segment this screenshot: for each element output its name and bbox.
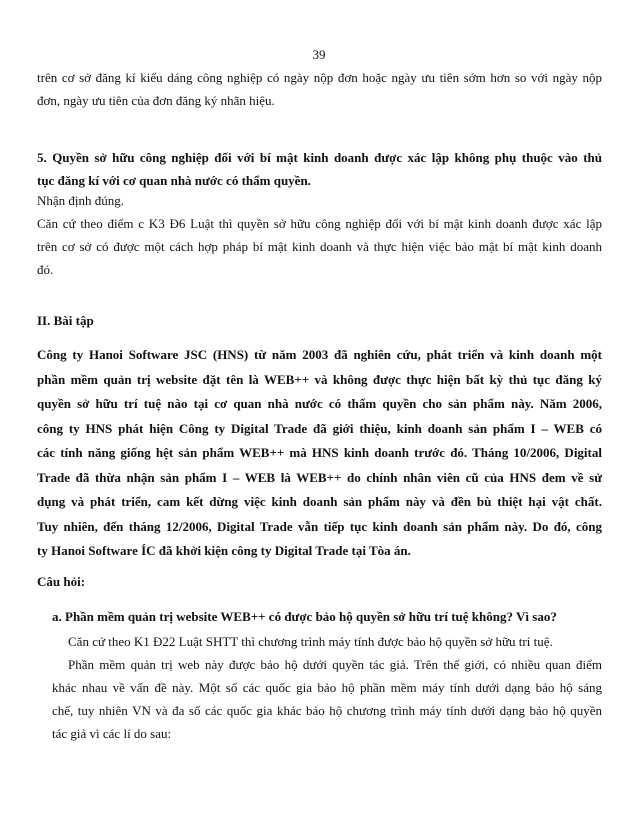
heading-line: tục đăng kí với cơ quan nhà nước có thẩm quyền. xyxy=(37,173,311,188)
question-a-text: a. Phần mềm quản trị website WEB++ có được bảo hộ quyền sở hữu trí tuệ không? Vì sao? xyxy=(52,609,557,624)
text-line: đơn, ngày ưu tiên của đơn đăng ký nhãn hiệu. xyxy=(37,93,275,108)
questions-heading-text: Câu hỏi: xyxy=(37,574,86,589)
case-line: Tuy nhiên, đến tháng 12/2006, Digital Trade vẫn tiếp tục kinh doanh sản phẩm này. Do đó, công xyxy=(37,518,602,534)
answer-line: khác nhau về vấn đề này. Một số các quốc gia bảo hộ phần mềm máy tính dưới dạng bảo hộ sáng xyxy=(52,680,602,695)
page-number: 39 xyxy=(312,47,326,62)
text-line: đó. xyxy=(37,262,54,277)
answer-line: tác giả vì các lí do sau: xyxy=(52,726,172,741)
section-heading-text: II. Bài tập xyxy=(37,313,94,328)
case-line: Công ty Hanoi Software JSC (HNS) từ năm 2003 đã nghiên cứu, phát triển và kinh doanh một xyxy=(37,347,602,362)
question-a-heading xyxy=(52,605,602,628)
heading-line: 5. Quyền sở hữu công nghiệp đối với bí mật kinh doanh được xác lập không phụ thuộc vào thủ xyxy=(37,150,602,165)
case-line: phần mềm quản trị website đặt tên là WEB++ và không được thực hiện bất kỳ thủ tục đăng ký xyxy=(37,371,602,387)
text-line: Căn cứ theo điểm c K3 Đ6 Luật thì quyền sở hữu công nghiệp đối với bí mật kinh doanh được xác lập xyxy=(37,216,602,231)
intro-paragraph xyxy=(37,66,602,112)
text-line: trên cơ sở có được một cách hợp pháp bí mật kinh doanh và thực hiện việc bảo mật bí mật kinh doanh xyxy=(37,239,602,254)
question-a-answer xyxy=(52,630,602,745)
verdict-text: Nhận định đúng. xyxy=(37,193,125,208)
case-paragraph xyxy=(37,343,602,564)
case-line: Trade đã thừa nhận sản phẩm I – WEB là WEB++ do chính nhân viên cũ của HNS đem về sử xyxy=(37,469,602,485)
case-line: dụng và phát triển, cam kết dừng việc kinh doanh sản phẩm này và đền bù thiệt hại vật chất. xyxy=(37,494,602,509)
questions-heading xyxy=(37,570,602,593)
answer-line: Phần mềm quản trị web này được bảo hộ dưới quyền tác giả. Trên thế giới, có nhiều quan điểm xyxy=(68,657,602,672)
case-line: công ty HNS phát hiện Công ty Digital Trade đã giới thiệu, kinh doanh sản phẩm I – WEB có xyxy=(37,420,602,436)
case-line: ty Hanoi Software ÍC đã khởi kiện công ty Digital Trade tại Tòa án. xyxy=(37,543,411,558)
answer-line: Căn cứ theo K1 Đ22 Luật SHTT thì chương trình máy tính được bảo hộ quyền sở hữu trí tuệ. xyxy=(68,634,553,649)
answer-line: chế, tuy nhiên VN và đa số các quốc gia khác bảo hộ chương trình máy tính dưới dạng bảo hộ quyền xyxy=(52,703,602,718)
q5-answer xyxy=(37,189,602,281)
text-line: trên cơ sở đăng kí kiểu dáng công nghiệp có ngày nộp đơn hoặc ngày ưu tiên sớm hơn so với ngày nộp xyxy=(37,70,602,85)
case-line: các tính năng giống hệt sản phẩm WEB++ mà HNS kinh doanh trước đó. Tháng 10/2006, Digital xyxy=(37,445,602,460)
case-line: quyền sở hữu trí tuệ nào tại cơ quan nhà nước có thẩm quyền cho sản phẩm này. Năm 2006, xyxy=(37,396,602,411)
section-heading-exercises xyxy=(37,309,602,332)
q5-heading xyxy=(37,146,602,192)
